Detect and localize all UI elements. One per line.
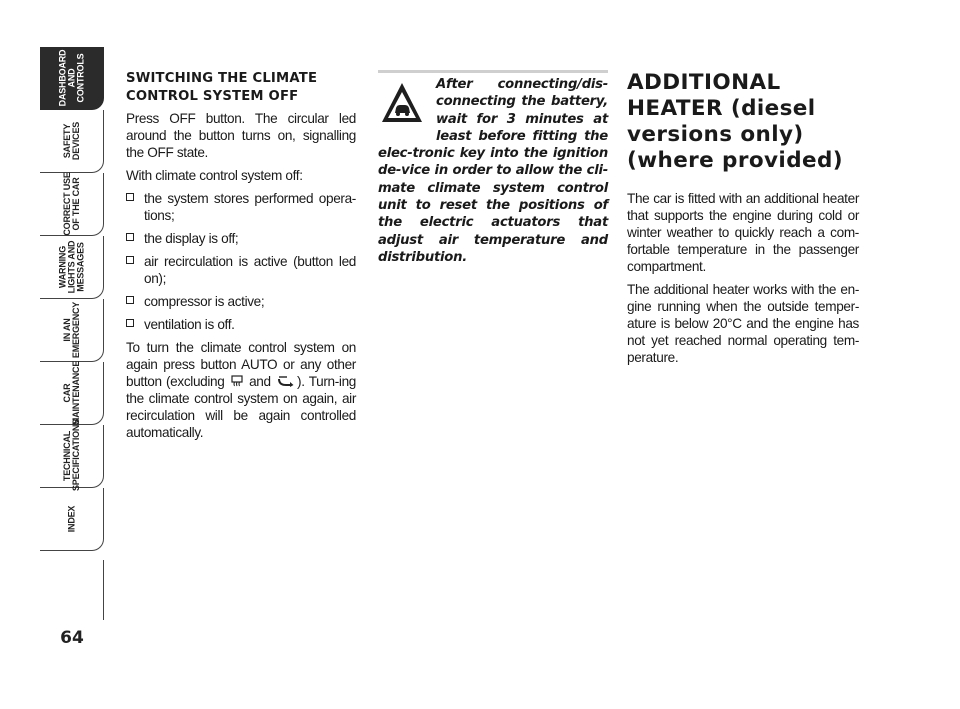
tab-car-maintenance[interactable] — [40, 362, 104, 425]
page-title: ADDITIONAL HEATER (diesel versions only) (where provided) — [627, 70, 843, 173]
list-item — [126, 293, 356, 310]
section-title: SWITCHING THE CLIMATE CONTROL SYSTEM OFF — [126, 71, 318, 104]
chapter-tabs — [40, 47, 104, 551]
tab-divider — [40, 560, 104, 620]
page-number: 64 — [60, 628, 84, 648]
warning-rule — [378, 70, 608, 73]
list-item-text: the system stores performed opera-tions; — [144, 191, 356, 223]
checkbox-bullet-icon — [126, 256, 134, 264]
warning-text: After connecting/dis-connecting the battery, wait for 3 minutes at least before fitting the elec-tronic key into the ignition de-vice in order to allow the cli-mate climate system control unit to reset the positions of the electric actuators that adjust air temperature and distribution. — [378, 77, 608, 265]
checkbox-bullet-icon — [126, 296, 134, 304]
left-column — [126, 70, 356, 447]
recirculation-icon — [277, 375, 295, 387]
checkbox-bullet-icon — [126, 319, 134, 327]
text-run: and — [244, 374, 276, 389]
warning-triangle-icon — [380, 80, 424, 128]
text-run: To turn the climate control system on again press button AUTO or any other button (excluding — [126, 340, 356, 389]
tab-dashboard-and-controls[interactable] — [40, 47, 104, 110]
tab-safety-devices[interactable] — [40, 110, 104, 173]
paragraph: The car is fitted with an additional heater that supports the engine during cold or winter weather to quickly reach a com-fortable temperature in the passenger compartment. — [627, 191, 859, 274]
list-item — [126, 230, 356, 247]
list-item-text: compressor is active; — [144, 294, 265, 309]
tab-label: TECHNICAL SPECIFICATIONS — [61, 418, 81, 491]
paragraph: With climate control system off: — [126, 168, 303, 183]
text-run: ). Turn-ing the climate control system on again, air recirculation will be again controlled automatically. — [126, 374, 357, 440]
list-item — [126, 190, 356, 224]
tab-warning-lights[interactable] — [40, 236, 104, 299]
bullet-list — [126, 190, 356, 333]
checkbox-bullet-icon — [126, 233, 134, 241]
list-item — [126, 253, 356, 287]
warning-box — [378, 76, 608, 266]
tab-label: DASHBOARD AND CONTROLS — [57, 49, 85, 107]
checkbox-bullet-icon — [126, 193, 134, 201]
tab-label: WARNING LIGHTS AND MESSAGES — [57, 240, 85, 294]
list-item — [126, 316, 356, 333]
tab-label: INDEX — [66, 505, 76, 533]
tab-technical-specifications[interactable] — [40, 418, 104, 491]
warning-column — [378, 70, 608, 266]
tab-in-an-emergency[interactable] — [40, 299, 104, 362]
tab-index[interactable] — [40, 488, 104, 551]
rear-defrost-icon — [231, 375, 243, 387]
list-item-text: ventilation is off. — [144, 317, 235, 332]
paragraph: Press OFF button. The circular led around the button turns on, signalling the OFF state. — [126, 111, 356, 160]
paragraph — [126, 339, 356, 441]
list-item-text: the display is off; — [144, 231, 239, 246]
tab-label: CORRECT USE OF THE CAR — [61, 172, 81, 236]
list-item-text: air recirculation is active (button led on); — [144, 254, 356, 286]
tab-label: IN AN EMERGENCY — [61, 301, 81, 359]
right-column — [627, 70, 859, 372]
tab-label: SAFETY DEVICES — [61, 121, 81, 161]
tab-label: CAR MAINTENANCE — [61, 360, 81, 426]
paragraph: The additional heater works with the en-gine running when the outside temper-ature is below 20°C and the engine has not yet reached normal operating tem-perature. — [627, 282, 859, 365]
tab-correct-use[interactable] — [40, 173, 104, 236]
